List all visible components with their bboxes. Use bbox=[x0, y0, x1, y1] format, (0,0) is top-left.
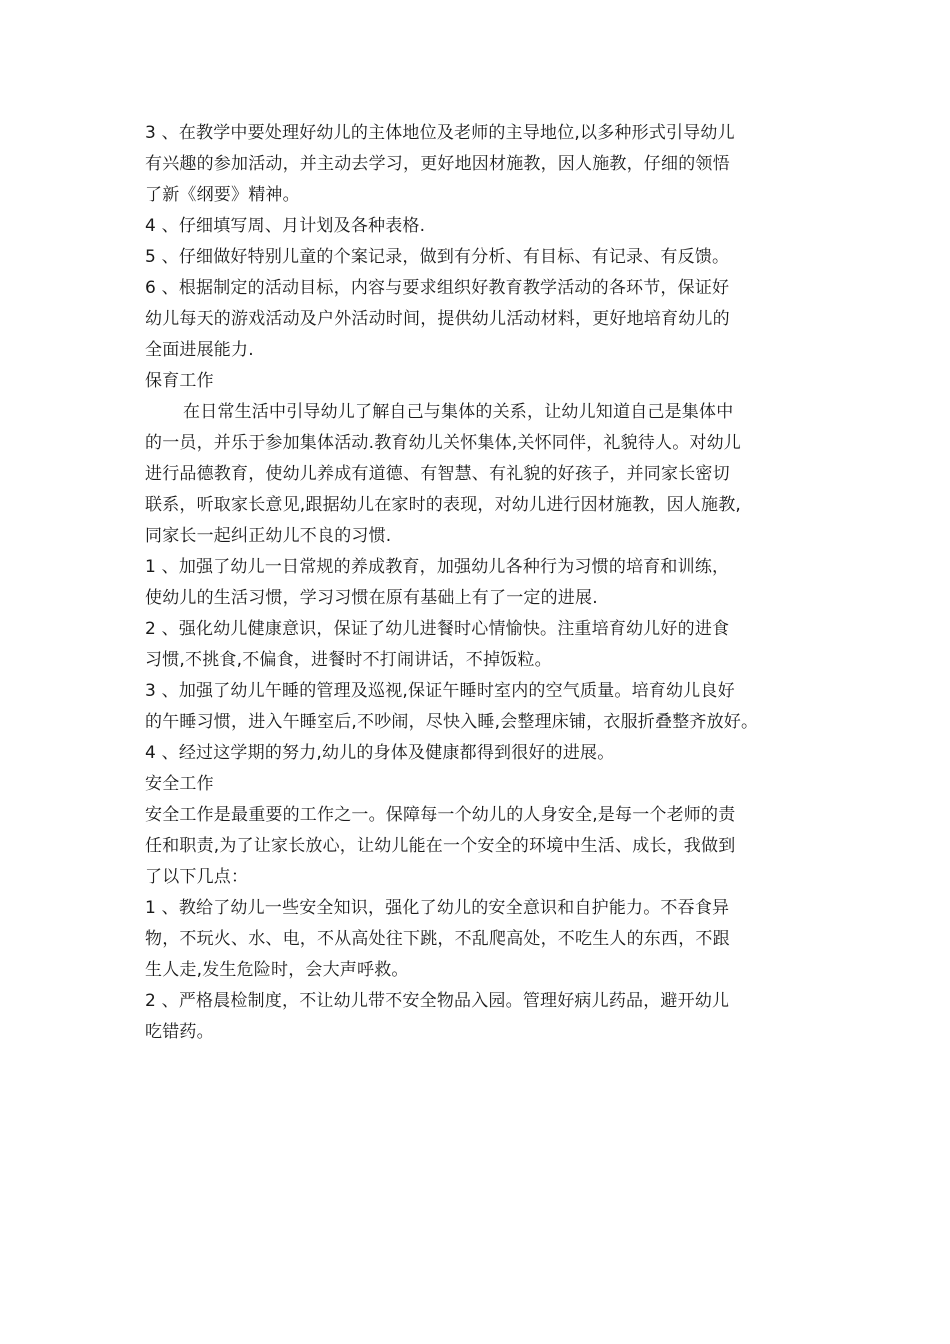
section-heading: 保育工作 bbox=[145, 371, 214, 391]
text-line: 安全工作是最重要的工作之一。保障每一个幼儿的人身安全,是每一个老师的责 bbox=[145, 805, 736, 825]
text-line: 3 、加强了幼儿午睡的管理及巡视,保证午睡时室内的空气质量。培育幼儿良好 bbox=[145, 681, 735, 701]
text-line: 了新《纲要》精神。 bbox=[145, 185, 300, 205]
text-line: 1 、教给了幼儿一些安全知识，强化了幼儿的安全意识和自护能力。不吞食异 bbox=[145, 898, 730, 918]
text-line: 进行品德教育，使幼儿养成有道德、有智慧、有礼貌的好孩子，并同家长密切 bbox=[145, 464, 730, 484]
text-line: 物，不玩火、水、电，不从高处往下跳，不乱爬高处，不吃生人的东西，不跟 bbox=[145, 929, 730, 949]
text-line: 的午睡习惯，进入午睡室后,不吵闹，尽快入睡,会整理床铺，衣服折叠整齐放好。 bbox=[145, 712, 759, 732]
text-line: 任和职责,为了让家长放心，让幼儿能在一个安全的环境中生活、成长，我做到 bbox=[145, 836, 736, 856]
text-line: 2 、强化幼儿健康意识，保证了幼儿进餐时心情愉快。注重培育幼儿好的进食 bbox=[145, 619, 730, 639]
document-body bbox=[145, 118, 825, 1048]
text-line: 3 、在教学中要处理好幼儿的主体地位及老师的主导地位,以多种形式引导幼儿 bbox=[145, 123, 735, 143]
text-line: 生人走,发生危险时，会大声呼救。 bbox=[145, 960, 409, 980]
text-line: 有兴趣的参加活动，并主动去学习，更好地因材施教，因人施教，仔细的领悟 bbox=[145, 154, 730, 174]
text-line: 全面进展能力. bbox=[145, 340, 254, 360]
section-heading: 安全工作 bbox=[145, 774, 214, 794]
text-line: 在日常生活中引导幼儿了解自己与集体的关系，让幼儿知道自己是集体中 bbox=[183, 402, 734, 422]
text-line: 6 、根据制定的活动目标，内容与要求组织好教育教学活动的各环节，保证好 bbox=[145, 278, 730, 298]
text-line: 4 、经过这学期的努力,幼儿的身体及健康都得到很好的进展。 bbox=[145, 743, 615, 763]
text-line: 的一员，并乐于参加集体活动.教育幼儿关怀集体,关怀同伴，礼貌待人。对幼儿 bbox=[145, 433, 742, 453]
text-line: 2 、严格晨检制度，不让幼儿带不安全物品入园。管理好病儿药品，避开幼儿 bbox=[145, 991, 730, 1011]
text-line: 习惯,不挑食,不偏食，进餐时不打闹讲话，不掉饭粒。 bbox=[145, 650, 552, 670]
text-line: 4 、仔细填写周、月计划及各种表格. bbox=[145, 216, 426, 236]
text-line: 了以下几点： bbox=[145, 867, 249, 887]
text-line: 吃错药。 bbox=[145, 1022, 214, 1042]
text-line: 幼儿每天的游戏活动及户外活动时间，提供幼儿活动材料，更好地培育幼儿的 bbox=[145, 309, 730, 329]
text-line: 1 、加强了幼儿一日常规的养成教育，加强幼儿各种行为习惯的培育和训练， bbox=[145, 557, 730, 577]
text-line: 同家长一起纠正幼儿不良的习惯. bbox=[145, 526, 392, 546]
text-line: 5 、仔细做好特别儿童的个案记录，做到有分析、有目标、有记录、有反馈。 bbox=[145, 247, 730, 267]
text-line: 使幼儿的生活习惯，学习习惯在原有基础上有了一定的进展. bbox=[145, 588, 598, 608]
text-line: 联系，听取家长意见,跟据幼儿在家时的表现，对幼儿进行因材施教，因人施教, bbox=[145, 495, 742, 515]
